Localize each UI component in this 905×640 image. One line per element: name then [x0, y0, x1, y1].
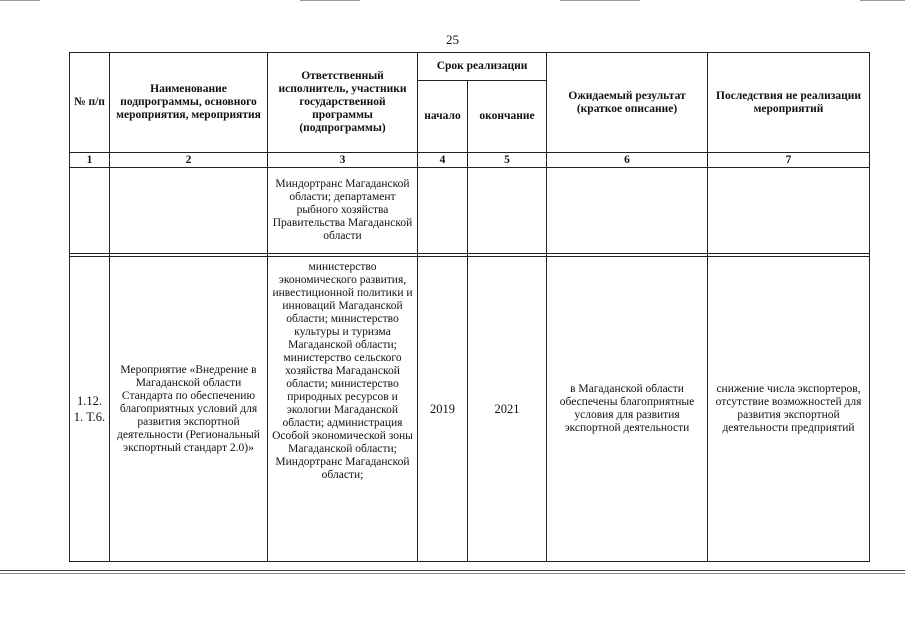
row-consequences — [708, 168, 870, 254]
header-period: Срок реализации — [418, 53, 547, 81]
row-end — [468, 168, 547, 254]
program-table — [69, 52, 870, 562]
row-executor: министерство экономического развития, инвестиционной политики и инноваций Магаданской области; министерство культуры и туризма Магаданской области; министерство сельского хозяйства Магаданской области; министерство природных ресурсов и экологии Магаданской области; администрация Особой экономической зоны Магаданской области; Миндортранс Магаданской области; — [268, 257, 418, 562]
page-bottom-line — [0, 570, 905, 571]
header-num: № п/п — [70, 53, 110, 153]
top-rule — [0, 0, 905, 2]
row-start — [418, 168, 468, 254]
column-number: 2 — [110, 153, 268, 168]
header-end: окончание — [468, 81, 547, 153]
header-result: Ожидаемый результат (краткое описание) — [547, 53, 708, 153]
row-result — [547, 168, 708, 254]
row-start: 2019 — [418, 257, 468, 562]
column-number: 3 — [268, 153, 418, 168]
table-row — [70, 168, 870, 254]
column-number: 5 — [468, 153, 547, 168]
page-bottom-line — [0, 573, 905, 574]
row-name: Мероприятие «Внедрение в Магаданской области Стандарта по обеспечению благоприятных условий для развития экспортной деятельности (Региональный экспортный стандарт 2.0)» — [110, 257, 268, 562]
row-result: в Магаданской области обеспечены благоприятные условия для развития экспортной деятельности — [547, 257, 708, 562]
header-name: Наименование подпрограммы, основного мероприятия, мероприятия — [110, 53, 268, 153]
row-num: 1.12. 1. Т.6. — [70, 257, 110, 562]
column-number: 7 — [708, 153, 870, 168]
page-number: 25 — [446, 32, 459, 47]
row-consequences: снижение числа экспортеров, отсутствие возможностей для развития экспортной деятельности предприятий — [708, 257, 870, 562]
header-consequences: Последствия не реализации мероприятий — [708, 53, 870, 153]
column-number: 1 — [70, 153, 110, 168]
row-name — [110, 168, 268, 254]
table-row — [70, 257, 870, 562]
header-executor: Ответственный исполнитель, участники государственной программы (подпрограммы) — [268, 53, 418, 153]
column-number: 4 — [418, 153, 468, 168]
row-end: 2021 — [468, 257, 547, 562]
row-executor: Миндортранс Магаданской области; департамент рыбного хозяйства Правительства Магаданской области — [268, 168, 418, 254]
column-number-row — [70, 153, 870, 168]
column-number: 6 — [547, 153, 708, 168]
row-num — [70, 168, 110, 254]
header-start: начало — [418, 81, 468, 153]
